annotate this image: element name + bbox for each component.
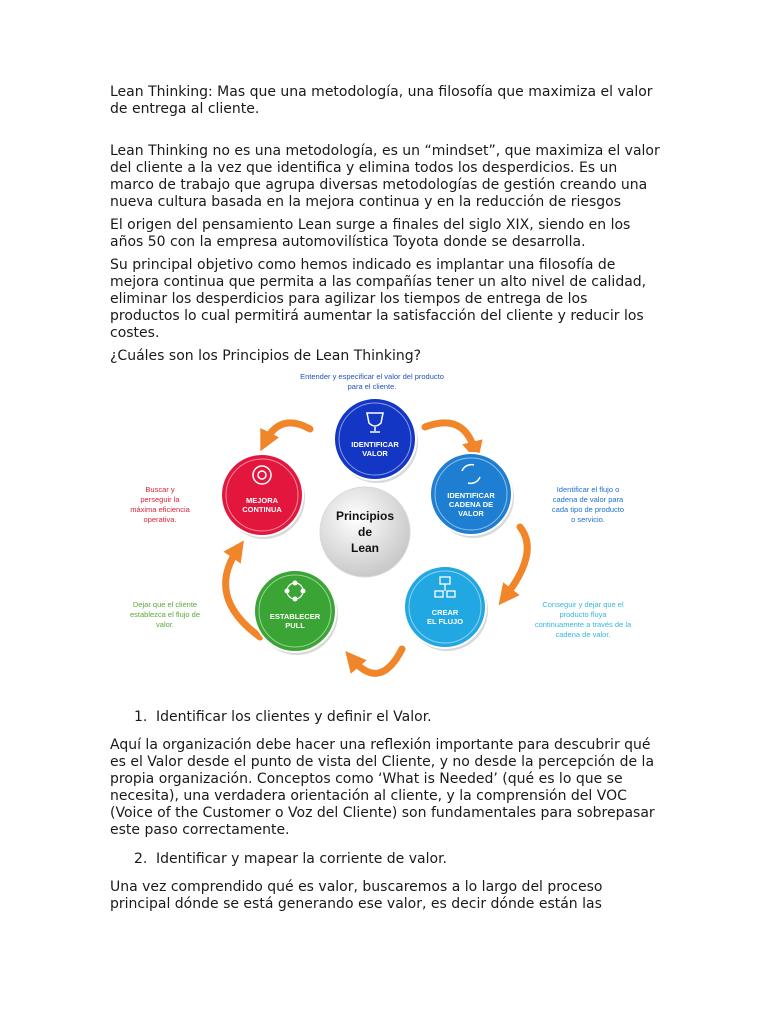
annotation-note [130, 485, 190, 524]
annotation-note-line: cada tipo de producto [551, 505, 625, 514]
annotation-note-line: máxima eficiencia [130, 505, 190, 514]
annotation-note-line: Buscar y [145, 485, 175, 494]
list-number: 1. [134, 709, 148, 725]
principle-label-line: ESTABLECER [269, 612, 321, 621]
principle-label-line: VALOR [458, 509, 484, 518]
flow-arrow [226, 549, 260, 637]
annotation-note-line: establezca el flujo de [129, 610, 201, 619]
center-label-line: Principios [335, 509, 395, 523]
principle-label-line: IDENTIFICAR [447, 491, 495, 500]
center-label-line: Lean [350, 541, 380, 555]
principle-node [404, 566, 486, 648]
paragraph-objective: Su principal objetivo como hemos indicado es implantar una filosofía de mejora continua que permita a las compañías tener un alto nivel de calidad, eliminar los desperdicios para agilizar los tiempos de entrega de los productos lo cual permitirá aumentar la satisfacción del cliente y reducir los costes. [110, 257, 647, 341]
principle-label-line: CONTINUA [242, 505, 282, 514]
list-item [134, 851, 660, 868]
annotation-note-line: o servicio. [571, 515, 605, 524]
principle-label-line: CADENA DE [448, 500, 494, 509]
annotation-note-line: Identificar el flujo o [556, 485, 620, 494]
annotation-note-line: Entender y especificar el valor del producto [300, 372, 444, 381]
list-number: 2. [134, 851, 148, 867]
principle-label-line: IDENTIFICAR [351, 440, 399, 449]
principle-label [242, 496, 282, 514]
paragraph-value: Aquí la organización debe hacer una reflexión importante para descubrir qué es el Valor desde el punto de vista del Cliente, y no desde la percepción de la propia organización. Conceptos como ‘What is Needed’ (qué es lo que se necesita), una verdadera orientación al cliente, y la comprensión del VOC (Voice of the Customer o Voz del Cliente) son fundamentales para sobrepasar este paso correctamente. [110, 737, 655, 838]
paragraph-value-stream: Una vez comprendido qué es valor, buscaremos a lo largo del proceso principal dónde se está generando ese valor, es decir dónde están las [110, 879, 603, 912]
annotation-note-line: Conseguir y dejar que el [542, 600, 624, 609]
annotation-note-line: Dejar que el cliente [132, 600, 198, 609]
annotation-note-line: valor. [156, 620, 174, 629]
annotation-note [535, 600, 632, 639]
principles-question: ¿Cuáles son los Principios de Lean Thinking? [110, 348, 422, 364]
document-title: Lean Thinking: Mas que una metodología, una filosofía que maximiza el valor de entrega al cliente. [110, 84, 653, 117]
annotation-note-line: cadena de valor. [555, 630, 611, 639]
annotation-note-line: operativa. [143, 515, 177, 524]
principle-label-line: MEJORA [245, 496, 279, 505]
flow-arrow [352, 649, 402, 673]
principle-label-line: EL FLUJO [426, 617, 464, 626]
annotation-note-line: producto fluya [559, 610, 607, 619]
principle-label-line: CREAR [431, 608, 459, 617]
list-item-text: Identificar y mapear la corriente de valor. [156, 851, 447, 867]
flow-arrow [505, 527, 527, 597]
annotation-note [130, 600, 200, 629]
flow-arrow [265, 423, 310, 442]
flow-arrow [425, 423, 475, 452]
principle-label-line: PULL [285, 621, 305, 630]
annotation-note-line: cadena de valor para [552, 495, 624, 504]
list-item [134, 709, 660, 726]
principle-node [334, 398, 416, 480]
center-label-line: de [357, 525, 373, 539]
paragraph-intro: Lean Thinking no es una metodología, es un “mindset”, que maximiza el valor del cliente a la vez que identifica y elimina todos los desperdicios. Es un marco de trabajo que agrupa diversas metodologías de gestión creando una nueva cultura basada en la mejora continua y en la reducción de riesgos [110, 143, 660, 210]
annotation-note [300, 372, 444, 391]
lean-principles-diagram [120, 367, 650, 697]
document-body [110, 84, 660, 913]
annotation-note-line: perseguir la [140, 495, 180, 504]
annotation-note [552, 485, 624, 524]
annotation-note-line: para el cliente. [347, 382, 397, 391]
list-item-text: Identificar los clientes y definir el Valor. [156, 709, 432, 725]
principle-label [427, 608, 463, 626]
paragraph-origin: El origen del pensamiento Lean surge a finales del siglo XIX, siendo en los años 50 con la empresa automovilística Toyota donde se desarrolla. [110, 217, 631, 250]
principle-label-line: VALOR [362, 449, 388, 458]
annotation-note-line: continuamente a través de la [534, 620, 632, 629]
